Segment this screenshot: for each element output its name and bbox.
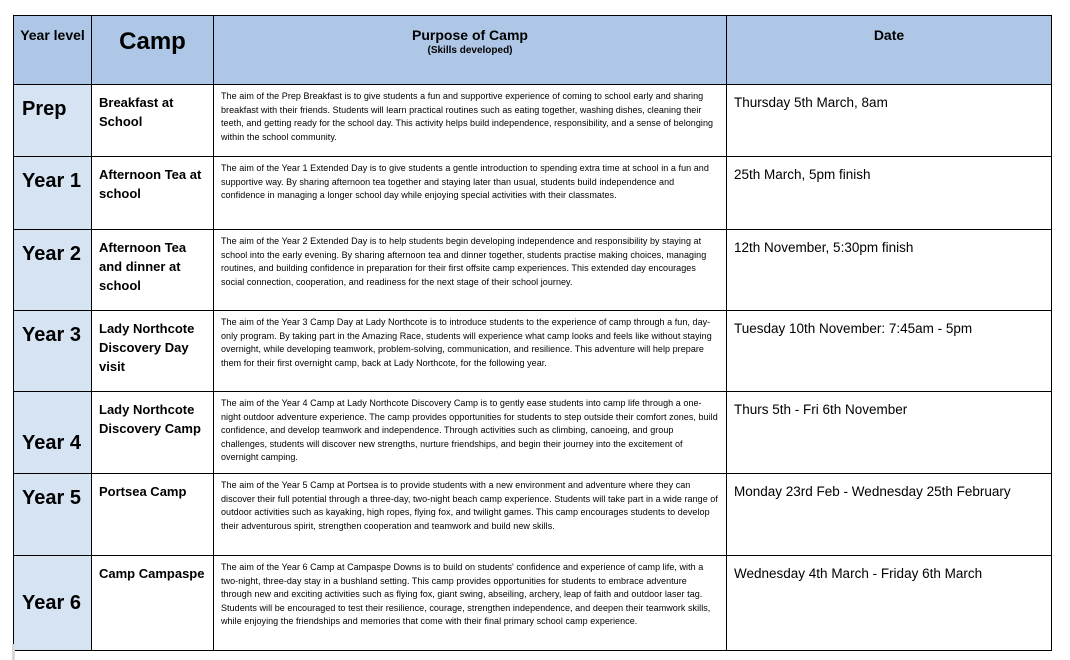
year-level-cell: Year 6 — [14, 556, 92, 651]
table-row — [14, 311, 1052, 392]
table-row — [14, 85, 1052, 157]
camp-purpose-cell: The aim of the Prep Breakfast is to give students a fun and supportive experience of coming to school early and sharing breakfast with their friends. Students will learn practical routines such as eating together, washing dishes, cleaning their teeth, and getting ready for the school day. This activity helps build independence, responsibility, and a sense of belonging within the school community. — [214, 85, 727, 157]
header-year-level: Year level — [14, 16, 92, 85]
year-level-cell: Year 3 — [14, 311, 92, 392]
camp-date-cell: Thurs 5th - Fri 6th November — [727, 392, 1052, 474]
camp-purpose-cell: The aim of the Year 6 Camp at Campaspe Downs is to build on students' confidence and experience of camp life, with a two-night, three-day stay in a bushland setting. This camp provides opportunities for students to embrace adventure through new and exciting activities such as flying fox, giant swing, abseiling, archery, leap of faith and outdoor laser tag. Students will be encouraged to test their resilience, courage, strengthen independence, and deepen their teamwork skills, while enjoying the friendships and memories that come with their final primary school camp experience. — [214, 556, 727, 651]
camp-name-cell: Lady Northcote Discovery Camp — [92, 392, 214, 474]
camp-name-cell: Afternoon Tea and dinner at school — [92, 230, 214, 311]
camp-date-cell: 12th November, 5:30pm finish — [727, 230, 1052, 311]
table-row — [14, 474, 1052, 556]
header-camp: Camp — [92, 16, 214, 85]
camp-name-cell: Camp Campaspe — [92, 556, 214, 651]
camp-name-cell: Afternoon Tea at school — [92, 157, 214, 230]
header-purpose — [214, 16, 727, 85]
year-level-cell: Year 4 — [14, 392, 92, 474]
header-row — [14, 16, 1052, 85]
camp-purpose-cell: The aim of the Year 1 Extended Day is to give students a gentle introduction to spending extra time at school in a fun and supportive way. By sharing afternoon tea together and staying later than usual, students build independence and confidence in managing a longer school day while enjoying special activities with their classmates. — [214, 157, 727, 230]
camp-purpose-cell: The aim of the Year 2 Extended Day is to help students begin developing independence and responsibility by staying at school into the early evening. By sharing afternoon tea and dinner together, students practise making choices, managing routines, and building confidence in preparation for their first offsite camp experiences. This extended day encourages social connection, cooperation, and readiness for the next stage of their school journey. — [214, 230, 727, 311]
table-row — [14, 157, 1052, 230]
camp-purpose-cell: The aim of the Year 4 Camp at Lady Northcote Discovery Camp is to gently ease students into camp life through a one-night outdoor adventure experience. The camp provides opportunities for students to step outside their comfort zones, build confidence, and develop teamwork and independence. Through activities such as climbing, canoeing, and group challenges, students will discover new strengths, nurture friendships, and begin their journey into the excitement of overnight camping. — [214, 392, 727, 474]
camp-name-cell: Breakfast at School — [92, 85, 214, 157]
table-row — [14, 230, 1052, 311]
camp-date-cell: Tuesday 10th November: 7:45am - 5pm — [727, 311, 1052, 392]
camp-purpose-cell: The aim of the Year 3 Camp Day at Lady Northcote is to introduce students to the experience of camp through a fun, day-only program. By taking part in the Amazing Race, students will experience what camp looks and feels like without staying overnight, while developing teamwork, problem-solving, communication, and resilience. This adventure will help prepare them for their first overnight camp, back at Lady Northcote, for the following year. — [214, 311, 727, 392]
camp-purpose-cell: The aim of the Year 5 Camp at Portsea is to provide students with a new environment and adventure where they can discover their full potential through a three-day, two-night beach camp experience. Students will take part in a wide range of outdoor activities such as kayaking, high ropes, flying fox, and twilight games. This camp encourages students to develop their adventurous spirit, strengthen cooperation and teamwork and build new skills. — [214, 474, 727, 556]
year-level-cell: Prep — [14, 85, 92, 157]
camp-name-cell: Lady Northcote Discovery Day visit — [92, 311, 214, 392]
table-row — [14, 556, 1052, 651]
camp-date-cell: Monday 23rd Feb - Wednesday 25th February — [727, 474, 1052, 556]
year-level-cell: Year 1 — [14, 157, 92, 230]
camp-name-cell: Portsea Camp — [92, 474, 214, 556]
page-margin-marker — [12, 644, 15, 660]
camp-date-cell: Wednesday 4th March - Friday 6th March — [727, 556, 1052, 651]
camp-schedule-table — [13, 15, 1052, 651]
camp-date-cell: Thursday 5th March, 8am — [727, 85, 1052, 157]
camp-date-cell: 25th March, 5pm finish — [727, 157, 1052, 230]
year-level-cell: Year 2 — [14, 230, 92, 311]
table-row — [14, 392, 1052, 474]
year-level-cell: Year 5 — [14, 474, 92, 556]
header-date: Date — [727, 16, 1052, 85]
header-purpose-title: Purpose of Camp — [412, 27, 528, 43]
header-purpose-subtitle: (Skills developed) — [427, 45, 513, 56]
